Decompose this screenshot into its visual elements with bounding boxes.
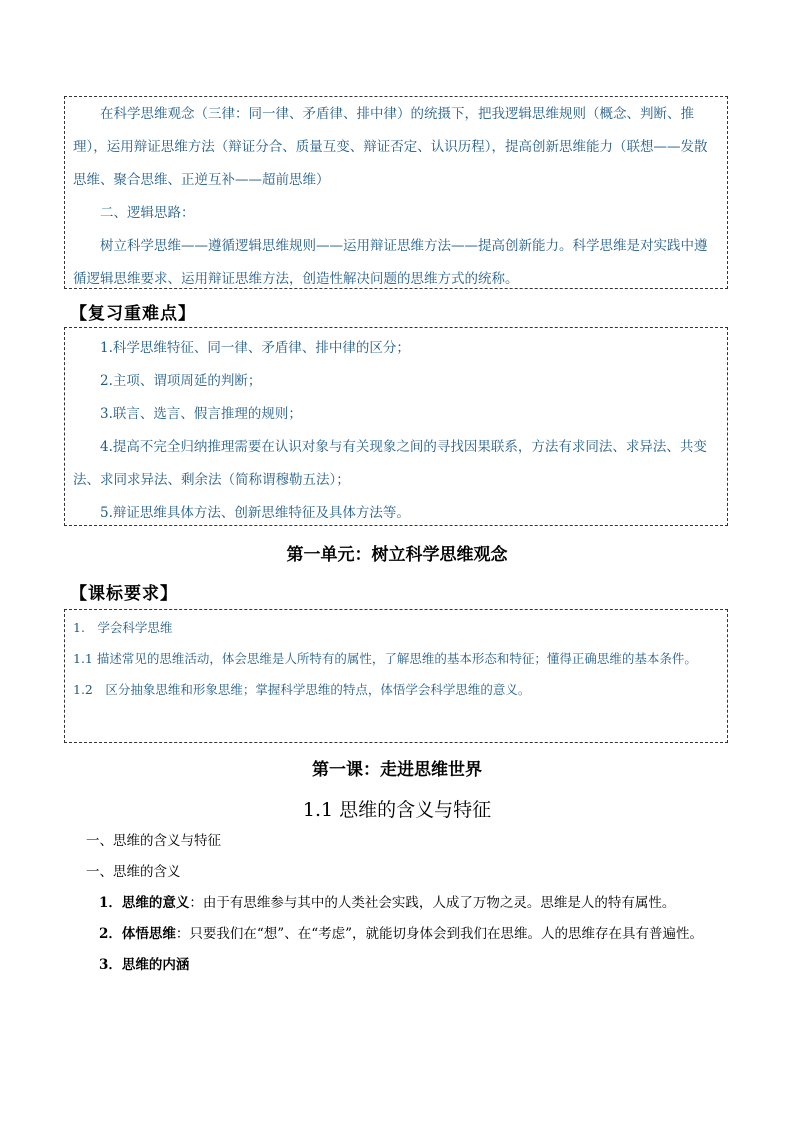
- review-item: 2.主项、谓项周延的判断；: [100, 373, 262, 389]
- standard-box: [64, 609, 728, 743]
- body-subheading: 一、思维的含义: [86, 864, 181, 880]
- review-box: [64, 327, 728, 526]
- section-title: 1.1 思维的含义与特征: [302, 799, 492, 821]
- item-label: 3．思维的内涵: [99, 957, 190, 973]
- item-label: 2．体悟思维: [99, 926, 176, 942]
- body-heading: 一、思维的含义与特征: [86, 833, 221, 849]
- standard-item: 1.1 描述常见的思维活动，体会思维是人所特有的属性，了解思维的基本形态和特征；懂得正确思维的基本条件。: [73, 651, 697, 666]
- standard-item: 1.2 区分抽象思维和形象思维；掌握科学思维的特点，体悟学会科学思维的意义。: [73, 682, 531, 697]
- lesson-title: 第一课：走进思维世界: [312, 760, 482, 780]
- body-item-2: [72, 919, 722, 950]
- summary-paragraph: 在科学思维观念（三律：同一律、矛盾律、排中律）的统摄下，把我逻辑思维规则（概念、判断、推理），运用辩证思维方法（辩证分合、质量互变、辩证否定、认识历程），提高创新思维能力（联想——发散思维、聚合思维、正逆互补——超前思维）: [73, 106, 708, 188]
- review-item: 3.联言、选言、假言推理的规则；: [100, 406, 302, 422]
- review-item: 1.科学思维特征、同一律、矛盾律、排中律的区分；: [100, 340, 410, 356]
- body-item-3: [72, 950, 722, 981]
- body-content: [72, 826, 722, 981]
- unit-title: 第一单元：树立科学思维观念: [286, 545, 508, 565]
- standard-heading: 【课标要求】: [70, 584, 178, 604]
- review-item: 4.提高不完全归纳推理需要在认识对象与有关现象之间的寻找因果联系，方法有求同法、求异法、共变法、求同求异法、剩余法（简称谓穆勒五法）；: [73, 439, 707, 488]
- item-text: ：由于有思维参与其中的人类社会实践，人成了万物之灵。思维是人的特有属性。: [189, 895, 676, 911]
- standard-item: 1. 学会科学思维: [73, 620, 173, 635]
- logic-heading: 二、逻辑思路：: [100, 205, 195, 221]
- item-text: ：只要我们在“想”、在“考虑”，就能切身体会到我们在思维。人的思维存在具有普遍性。: [175, 926, 704, 942]
- review-heading: 【复习重难点】: [70, 304, 196, 324]
- summary-box: [64, 96, 728, 289]
- logic-paragraph: 树立科学思维——遵循逻辑思维规则——运用辩证思维方法——提高创新能力。科学思维是对实践中遵循逻辑思维要求、运用辩证思维方法，创造性解决问题的思维方式的统称。: [73, 238, 708, 287]
- review-item: 5.辩证思维具体方法、创新思维特征及具体方法等。: [100, 505, 410, 521]
- item-label: 1．思维的意义: [99, 895, 190, 911]
- body-item-1: [72, 888, 722, 919]
